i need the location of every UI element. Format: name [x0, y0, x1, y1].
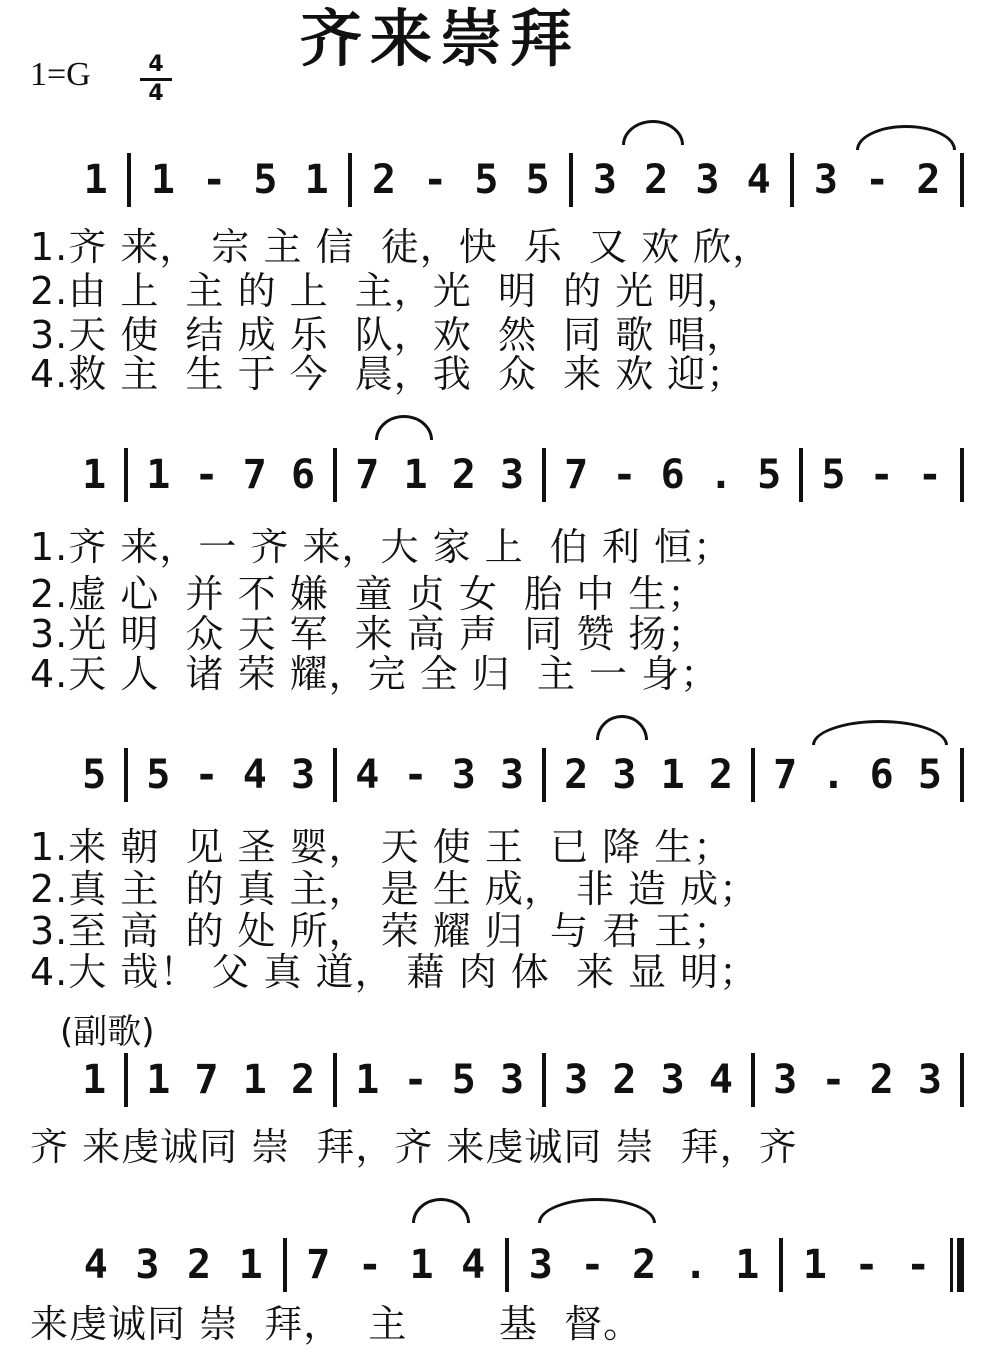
- note: 2: [916, 157, 941, 203]
- bar-line: [348, 153, 352, 207]
- note: -: [202, 157, 227, 203]
- note: 1: [355, 1057, 380, 1103]
- note: 1: [409, 1242, 434, 1288]
- bar-line: [127, 153, 131, 207]
- note: -: [403, 1057, 428, 1103]
- notation-line: [70, 445, 970, 505]
- note: 5: [82, 752, 107, 798]
- lyric-line: 3.至 高 的 处 所， 荣 耀 归 与 君 王；: [30, 909, 733, 953]
- note: 7: [242, 452, 267, 498]
- bar-line: [751, 1053, 755, 1107]
- note: 7: [564, 452, 589, 498]
- note: 6: [869, 752, 894, 798]
- note: -: [917, 452, 942, 498]
- note: 3: [499, 1057, 525, 1103]
- lyric-line: 2.真 主 的 真 主， 是 生 成， 非 造 成；: [30, 867, 759, 911]
- time-signature: [140, 54, 172, 105]
- slur-mark: [538, 1198, 656, 1223]
- bar-line: [333, 448, 337, 502]
- note: -: [423, 157, 448, 203]
- lyric-line: 1.来 朝 见 圣 婴， 天 使 王 已 降 生；: [30, 825, 733, 869]
- note: 3: [813, 157, 838, 203]
- note: 6: [291, 452, 316, 498]
- note: 5: [451, 1057, 476, 1103]
- note: 2: [371, 157, 396, 203]
- bar-line: [569, 153, 573, 207]
- note: 3: [499, 752, 525, 798]
- note: 7: [306, 1242, 331, 1288]
- note: 1: [660, 752, 685, 798]
- note: -: [869, 452, 894, 498]
- slur-mark: [412, 1198, 470, 1223]
- lyric-line: 齐 来虔诚同 崇 拜，齐 来虔诚同 崇 拜，齐: [30, 1125, 798, 1169]
- slur-mark: [812, 720, 948, 745]
- notation-line: [70, 1050, 970, 1110]
- bar-line: [779, 1238, 783, 1292]
- note: 6: [660, 452, 685, 498]
- note: -: [612, 452, 637, 498]
- note: 4: [83, 1242, 108, 1288]
- chorus-label: (副歌): [60, 1012, 155, 1052]
- key-signature: 1=G: [30, 56, 91, 93]
- bar-line: [542, 748, 546, 802]
- bar-line: [950, 1238, 964, 1292]
- note: 3: [451, 752, 476, 798]
- bar-line: [505, 1238, 509, 1292]
- bar-line: [124, 448, 128, 502]
- note: 1: [82, 452, 107, 498]
- note: 4: [461, 1242, 486, 1288]
- note: .: [821, 752, 846, 798]
- bar-line: [542, 1053, 546, 1107]
- note: 7: [194, 1057, 219, 1103]
- note: .: [708, 452, 733, 498]
- slur-mark: [375, 415, 433, 440]
- note: 1: [150, 157, 175, 203]
- note: 7: [773, 752, 798, 798]
- note: 2: [708, 752, 733, 798]
- note: -: [194, 452, 219, 498]
- note: -: [580, 1242, 605, 1288]
- note: 5: [525, 157, 550, 203]
- note: 1: [82, 1057, 107, 1103]
- note: 2: [187, 1242, 212, 1288]
- note: 5: [474, 157, 499, 203]
- note: 2: [612, 1057, 637, 1103]
- note: 3: [695, 157, 720, 203]
- lyric-line: 1.齐 来，一 齐 来，大 家 上 伯 利 恒；: [30, 525, 732, 569]
- bar-line: [790, 153, 794, 207]
- song-title: 齐来崇拜: [300, 2, 581, 75]
- slur-mark: [856, 125, 956, 150]
- note: 1: [238, 1242, 263, 1288]
- note: -: [854, 1242, 879, 1288]
- note: 2: [632, 1242, 657, 1288]
- note: 4: [746, 157, 771, 203]
- note: 3: [592, 157, 617, 203]
- lyric-line: 4.救 主 生 于 今 晨，我 众 来 欢 迎；: [30, 352, 746, 396]
- note: 2: [869, 1057, 894, 1103]
- bar-line: [124, 1053, 128, 1107]
- note: 3: [660, 1057, 685, 1103]
- bar-line: [799, 448, 803, 502]
- note: 3: [773, 1057, 798, 1103]
- note: 2: [564, 752, 589, 798]
- note: 1: [146, 452, 171, 498]
- notation-line: [70, 745, 970, 805]
- note: .: [683, 1242, 708, 1288]
- note: 1: [242, 1057, 267, 1103]
- lyric-line: 2.虚 心 并 不 嫌 童 贞 女 胎 中 生；: [30, 572, 707, 616]
- note: 5: [757, 452, 782, 498]
- bar-line: [751, 748, 755, 802]
- note: 5: [146, 752, 171, 798]
- notation-line: [70, 150, 970, 210]
- note: 1: [146, 1057, 171, 1103]
- note: 5: [253, 157, 278, 203]
- note: 3: [135, 1242, 160, 1288]
- lyric-line: 3.光 明 众 天 军 来 高 声 同 赞 扬；: [30, 612, 707, 656]
- lyric-line: 4.天 人 诸 荣 耀，完 全 归 主 一 身；: [30, 652, 720, 696]
- notation-line: [70, 1235, 970, 1295]
- bar-line: [542, 448, 546, 502]
- note: 3: [917, 1057, 942, 1103]
- note: 2: [451, 452, 476, 498]
- note: 5: [917, 752, 942, 798]
- bar-line: [333, 1053, 337, 1107]
- lyric-line: 4.大 哉！ 父 真 道， 藉 肉 体 来 显 明；: [30, 950, 759, 994]
- note: 7: [355, 452, 380, 498]
- note: 4: [708, 1057, 733, 1103]
- note: -: [357, 1242, 382, 1288]
- bar-line: [960, 153, 964, 207]
- note: 1: [802, 1242, 827, 1288]
- note: 3: [612, 752, 637, 798]
- note: 1: [304, 157, 329, 203]
- note: 4: [355, 752, 380, 798]
- bar-line: [960, 748, 964, 802]
- note: -: [194, 752, 219, 798]
- slur-mark: [596, 715, 648, 740]
- meter-denominator: 4: [148, 81, 164, 106]
- note: 4: [242, 752, 267, 798]
- note: 1: [83, 157, 108, 203]
- bar-line: [333, 748, 337, 802]
- lyric-line: 2.由 上 主 的 上 主，光 明 的 光 明，: [30, 269, 746, 313]
- note: 5: [821, 452, 846, 498]
- note: -: [821, 1057, 846, 1103]
- note: 1: [735, 1242, 760, 1288]
- note: 3: [499, 452, 525, 498]
- note: 3: [291, 752, 316, 798]
- note: 3: [528, 1242, 553, 1288]
- bar-line: [960, 448, 964, 502]
- note: 1: [403, 452, 428, 498]
- note: 2: [644, 157, 669, 203]
- note: 2: [291, 1057, 316, 1103]
- note: -: [865, 157, 890, 203]
- bar-line: [124, 748, 128, 802]
- lyric-line: 1.齐 来， 宗 主 信 徒，快 乐 又 欢 欣，: [30, 225, 772, 269]
- bar-line: [283, 1238, 287, 1292]
- meter-numerator: 4: [148, 52, 164, 77]
- note: 3: [564, 1057, 589, 1103]
- slur-mark: [622, 120, 684, 145]
- lyric-line: 来虔诚同 崇 拜， 主 基 督。: [30, 1302, 643, 1346]
- lyric-line: 3.天 使 结 成 乐 队，欢 然 同 歌 唱，: [30, 313, 746, 357]
- note: -: [403, 752, 428, 798]
- bar-line: [960, 1053, 964, 1107]
- note: -: [906, 1242, 931, 1288]
